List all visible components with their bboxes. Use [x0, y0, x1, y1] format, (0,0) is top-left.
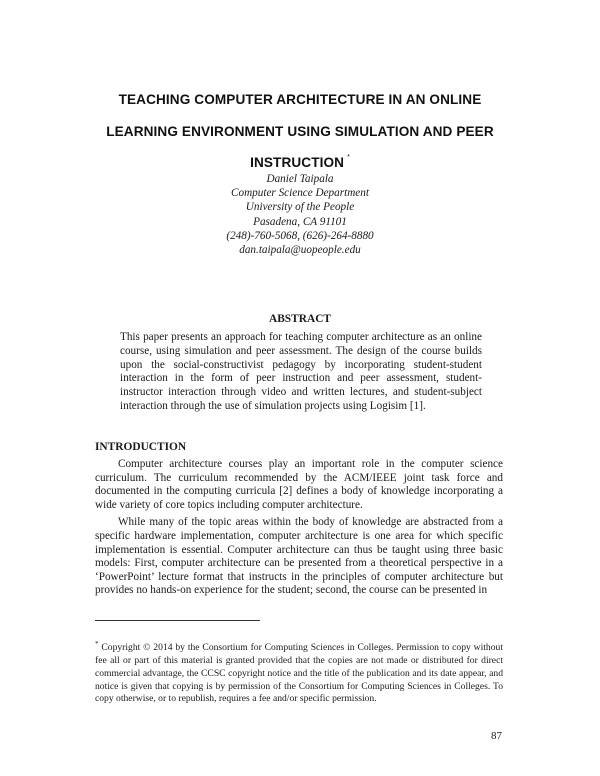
- introduction-paragraph: Computer architecture courses play an important role in the computer science curriculum. The curriculum recommended by the ACM/IEEE joint task force and documented in the computing curricula [2] defines a body of knowledge incorporating a wide variety of core topics including computer architecture.: [95, 458, 503, 511]
- title-line-3: [60, 155, 540, 170]
- abstract-heading: ABSTRACT: [268, 313, 332, 325]
- introduction-heading: INTRODUCTION: [95, 441, 187, 453]
- title-line-1: TEACHING COMPUTER ARCHITECTURE IN AN ONLINE: [118, 92, 482, 107]
- author-block: [0, 172, 600, 257]
- title-footnote-mark: *: [347, 154, 350, 161]
- footnote-divider: [95, 620, 260, 621]
- footnote-mark: *: [95, 640, 99, 648]
- author-department: Computer Science Department: [231, 187, 369, 200]
- author-phone: (248)-760-5068, (626)-264-8880: [226, 229, 374, 242]
- footnote-text: Copyright © 2014 by the Consortium for Computing Sciences in Colleges. Permission to copy without fee all or part of this material is granted provided that the copies are not made or distributed for direct commercial advantage, the CCSC copyright notice and the title of the publication and its date appear, and notice is given that copying is by permission of the Consortium for Computing Sciences in Colleges. To copy otherwise, or to republish, requires a fee and/or specific permission.: [95, 642, 503, 705]
- author-email: dan.taipala@uopeople.edu: [239, 244, 361, 257]
- author-name: Daniel Taipala: [266, 173, 334, 185]
- abstract-text: This paper presents an approach for teaching computer architecture as an online course, using simulation and peer assessment. The design of the course builds upon the social-constructivist pedagogy by incorporating student-student interaction in the form of peer instruction and peer assessment, student-instructor interaction through video and written lectures, and student-subject interaction through the use of simulation projects using Logisim [1].: [120, 331, 482, 412]
- author-location: Pasadena, CA 91101: [253, 215, 347, 228]
- introduction-paragraph: While many of the topic areas within the body of knowledge are abstracted from a specific hardware implementation, computer architecture is one area for which specific implementation is essential. Computer architecture can thus be taught using three basic models: First, computer architecture can be presented from a theoretical perspective in a ‘PowerPoint’ lecture format that instructs in the principles of computer architecture but provides no hands-on experience for the student; second, the course can be presented in: [95, 516, 503, 597]
- introduction-body: [95, 458, 503, 602]
- title-line-2: LEARNING ENVIRONMENT USING SIMULATION AND PEER: [106, 124, 494, 139]
- author-university: University of the People: [245, 201, 355, 214]
- page-number: 87: [491, 730, 502, 742]
- title-line-3-text: INSTRUCTION: [250, 155, 345, 170]
- copyright-footnote: [95, 638, 503, 706]
